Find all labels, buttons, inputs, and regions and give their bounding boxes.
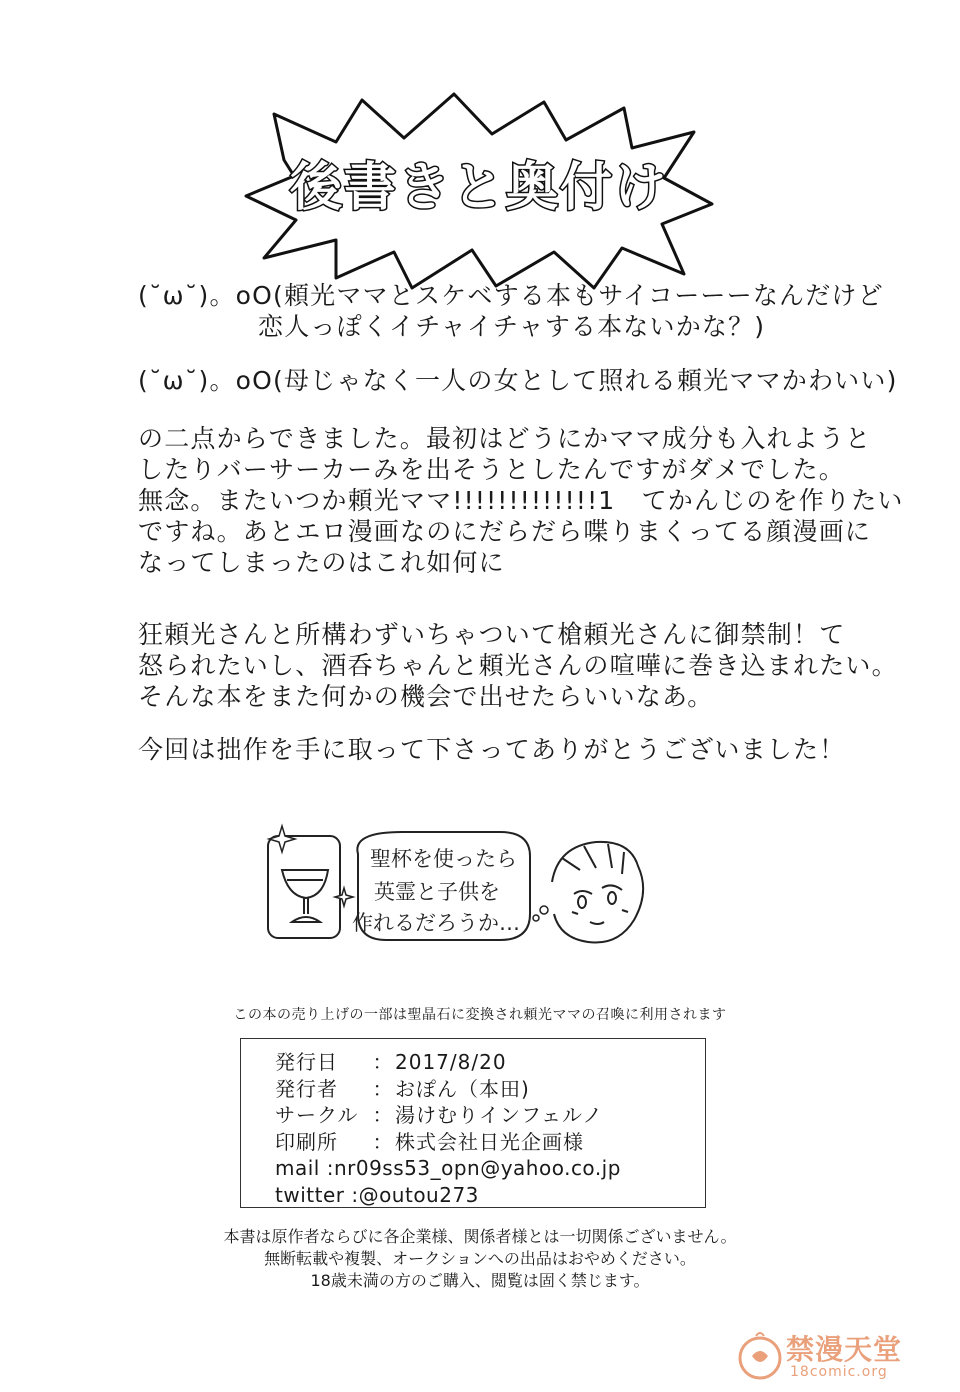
paragraph-origin: [138, 423, 904, 578]
sparkle-icon: [269, 826, 295, 852]
separator: ：: [372, 1050, 394, 1074]
colophon-row-circle: [275, 1102, 705, 1129]
paragraph-wishes: [138, 619, 898, 712]
colophon-box: [240, 1038, 706, 1208]
disclaimer: [0, 1226, 960, 1292]
twitter-line: twitter :@outou273: [275, 1182, 479, 1207]
author-doodle: [262, 822, 702, 972]
date-label: 発行日: [275, 1050, 338, 1074]
disclaimer-line: 18歳未満の方のご購入、閲覧は固く禁じます。: [310, 1271, 650, 1290]
sparkle-icon: [335, 888, 353, 906]
separator: ：: [372, 1129, 394, 1154]
author-face-icon: [552, 842, 643, 943]
speech-line: 作れるだろうか…: [352, 911, 520, 935]
grail-icon: [282, 870, 328, 922]
paragraph-thanks: 今回は拙作を手に取って下さってありがとうございました！: [138, 735, 846, 764]
disclaimer-line: 本書は原作者ならびに各企業様、関係者様とは一切関係ございません。: [223, 1227, 737, 1246]
separator: ：: [372, 1103, 394, 1127]
separator: ：: [372, 1076, 394, 1101]
publisher-label: 発行者: [275, 1076, 338, 1101]
colophon-row-date: [275, 1049, 705, 1076]
paragraph-intro: [138, 280, 884, 342]
paragraph-intro-line: 恋人っぽくイチャイチャする本ないかな？): [258, 312, 766, 341]
paragraph-line: そんな本をまた何かの機会で出せたらいいなあ。: [138, 682, 714, 711]
paragraph-intro-line: (˘ω˘)。oO(頼光ママとスケベする本もサイコーーーなんだけど: [138, 281, 884, 310]
page-title: 後書きと奥付け: [289, 158, 668, 218]
colophon-row-printer: [275, 1129, 705, 1156]
paragraph-line: なってしまったのはこれ如何に: [138, 548, 505, 577]
paragraph-line: 怒られたいし、酒呑ちゃんと頼光さんの喧嘩に巻き込まれたい。: [138, 651, 898, 680]
circle-label: サークル: [275, 1103, 359, 1127]
paragraph-line: 狂頼光さんと所構わずいちゃついて槍頼光さんに御禁制！て: [138, 620, 846, 649]
disclaimer-line: 無断転載や複製、オークションへの出品はおやめください。: [264, 1249, 696, 1268]
mail-line: mail :nr09ss53_opn@yahoo.co.jp: [275, 1156, 621, 1180]
paragraph-second: (˘ω˘)。oO(母じゃなく一人の女として照れる頼光ママかわいい): [138, 366, 898, 395]
paragraph-line: したりバーサーカーみを出そうとしたんですがダメでした。: [138, 455, 845, 484]
printer-value: 株式会社日光企画様: [395, 1129, 584, 1154]
printer-label: 印刷所: [275, 1129, 338, 1154]
paragraph-line: の二点からできました。最初はどうにかママ成分も入れようと: [138, 424, 872, 453]
paragraph-line: 無念。またいつか頼光ママ!!!!!!!!!!!!!1 てかんじのを作りたい: [138, 486, 904, 515]
speech-line: 英霊と子供を: [374, 880, 500, 904]
watermark-name: 禁漫天堂: [786, 1333, 903, 1366]
colophon-row-publisher: [275, 1076, 705, 1103]
speech-line: 聖杯を使ったら: [370, 847, 517, 871]
publisher-value: おぽん（本田): [395, 1076, 530, 1101]
circle-value: 湯けむりインフェルノ: [395, 1103, 604, 1127]
date-value: 2017/8/20: [395, 1050, 507, 1074]
watermark-url: 18comic.org: [790, 1364, 888, 1380]
sales-note: この本の売り上げの一部は聖晶石に変換され頼光ママの召喚に利用されます: [233, 1007, 727, 1023]
paragraph-line: ですね。あとエロ漫画なのにだらだら喋りまくってる顔漫画に: [138, 517, 872, 546]
